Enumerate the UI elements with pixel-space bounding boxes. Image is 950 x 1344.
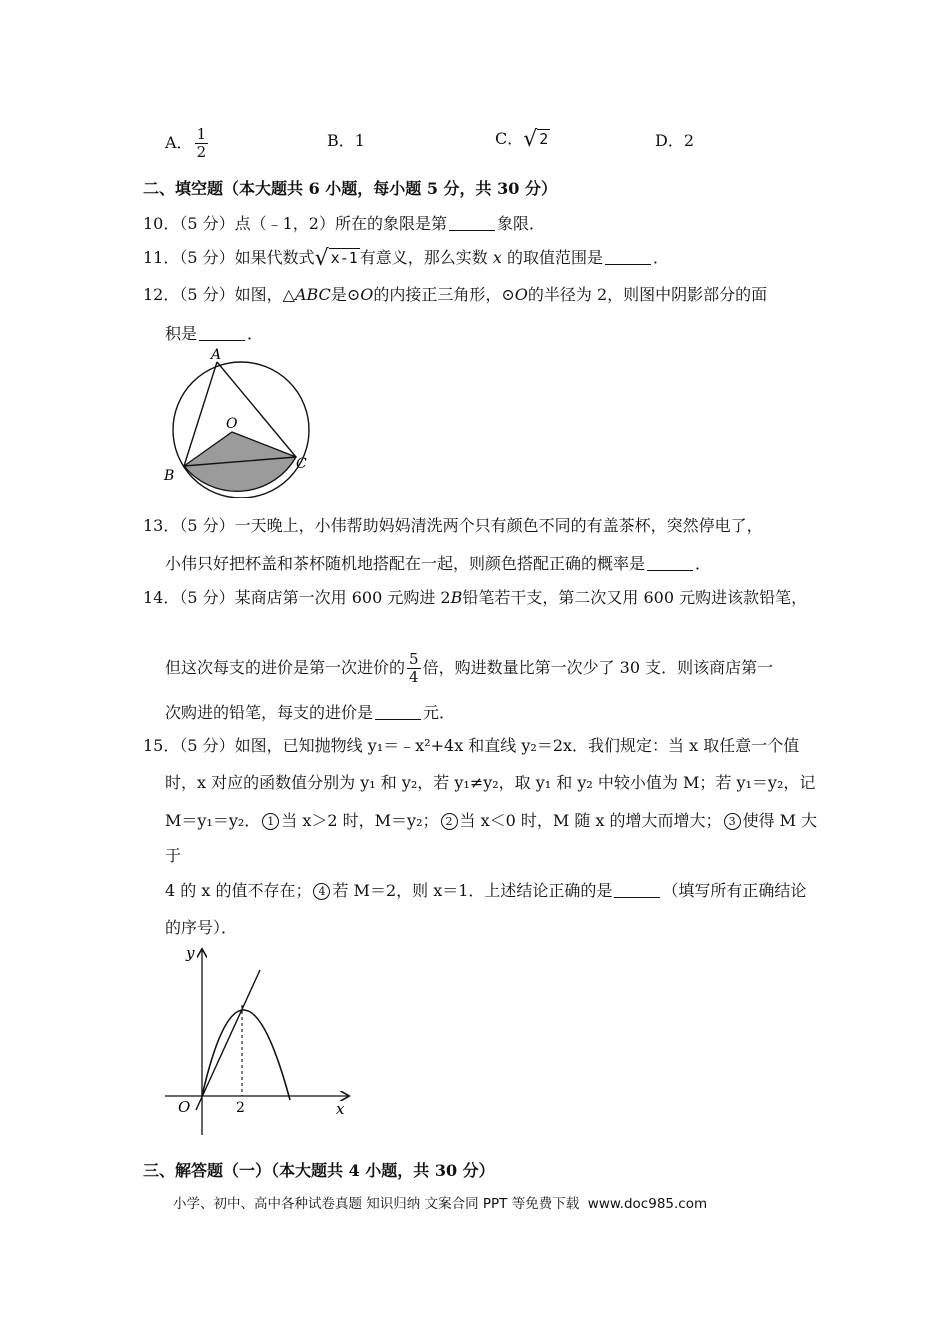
origin-label: O xyxy=(178,1098,191,1116)
answer-blank[interactable] xyxy=(375,703,421,720)
answer-blank[interactable] xyxy=(199,324,245,341)
answer-blank[interactable] xyxy=(605,248,651,265)
question-10: 10．（5 分）点（﹣1，2）所在的象限是第 象限． xyxy=(143,214,546,233)
question-15-line-5: 4 的 x 的值不存在； 4 若 M＝2，则 x＝1．上述结论正确的是 （填写所有正确结论 xyxy=(165,881,807,900)
label-o: O xyxy=(226,416,238,432)
label-c: C xyxy=(296,456,307,472)
answer-blank[interactable] xyxy=(647,554,693,571)
parabola xyxy=(202,1010,290,1100)
question-15-line-1: 15．（5 分）如图，已知抛物线 y₁＝﹣x²+4x 和直线 y₂＝2x．我们规定：当 x 取任意一个值 xyxy=(143,736,800,755)
question-14-line-3: 次购进的铅笔，每支的进价是 元． xyxy=(165,703,456,722)
question-15-line-4: 于 xyxy=(165,846,182,865)
question-13-line-1: 13．（5 分）一天晚上，小伟帮助妈妈清洗两个只有颜色不同的有盖茶杯，突然停电了， xyxy=(143,516,763,535)
y-axis-label: y xyxy=(186,944,195,962)
question-11: 11．（5 分）如果代数式√ x-1 有意义，那么实数 x 的取值范围是 ． xyxy=(143,246,670,271)
option-c: C．√ 2 xyxy=(495,127,549,152)
option-d: D．2 xyxy=(655,131,695,150)
line-y2 xyxy=(196,970,260,1110)
tick-label-2: 2 xyxy=(236,1100,245,1116)
circle-triangle-figure xyxy=(160,348,320,498)
question-15-line-6: 的序号）． xyxy=(165,918,238,937)
section-2-heading: 二、填空题（本大题共 6 小题，每小题 5 分，共 30 分） xyxy=(143,179,557,198)
option-b: B．1 xyxy=(327,131,365,150)
section-3-heading: 三、解答题（一）（本大题共 4 小题，共 30 分） xyxy=(143,1161,495,1180)
x-axis-label: x xyxy=(336,1100,345,1118)
parabola-line-graph xyxy=(160,940,360,1140)
question-12-line-2: 积是 ． xyxy=(165,324,264,343)
question-15-line-2: 时，x 对应的函数值分别为 y₁ 和 y₂，若 y₁≠y₂，取 y₁ 和 y₂ 中较小值为 M；若 y₁＝y₂，记 xyxy=(165,773,816,792)
answer-blank[interactable] xyxy=(449,214,495,231)
footer-url[interactable]: www.doc985.com xyxy=(587,1196,708,1212)
question-13-line-2: 小伟只好把杯盖和茶杯随机地搭配在一起，则颜色搭配正确的概率是 ． xyxy=(165,554,712,573)
footer: 小学、初中、高中各种试卷真题 知识归纳 文案合同 PPT 等免费下载 www.doc985.com xyxy=(173,1196,708,1212)
question-14-line-2: 但这次每支的进价是第一次进价的 $\frac{5}{4}$ 倍，购进数量比第一次少了 30 支．则该商店第一 xyxy=(165,650,774,686)
option-a: A． $\frac{1}{2}$ xyxy=(165,125,207,161)
question-15-line-3: M＝y₁＝y₂． 1 当 x＞2 时，M＝y₂； 2 当 x＜0 时，M 随 x 的增大而增大； 3 使得 M 大 xyxy=(165,811,818,830)
question-14-line-1: 14．（5 分）某商店第一次用 600 元购进 2B铅笔若干支，第二次又用 600 元购进该款铅笔， xyxy=(143,588,808,607)
question-12-line-1: 12．（5 分）如图，△ABC是⊙O的内接正三角形，⊙O的半径为 2，则图中阴影部分的面 xyxy=(143,285,768,304)
answer-blank[interactable] xyxy=(614,881,660,898)
label-b: B xyxy=(164,468,175,484)
label-a: A xyxy=(211,348,222,363)
